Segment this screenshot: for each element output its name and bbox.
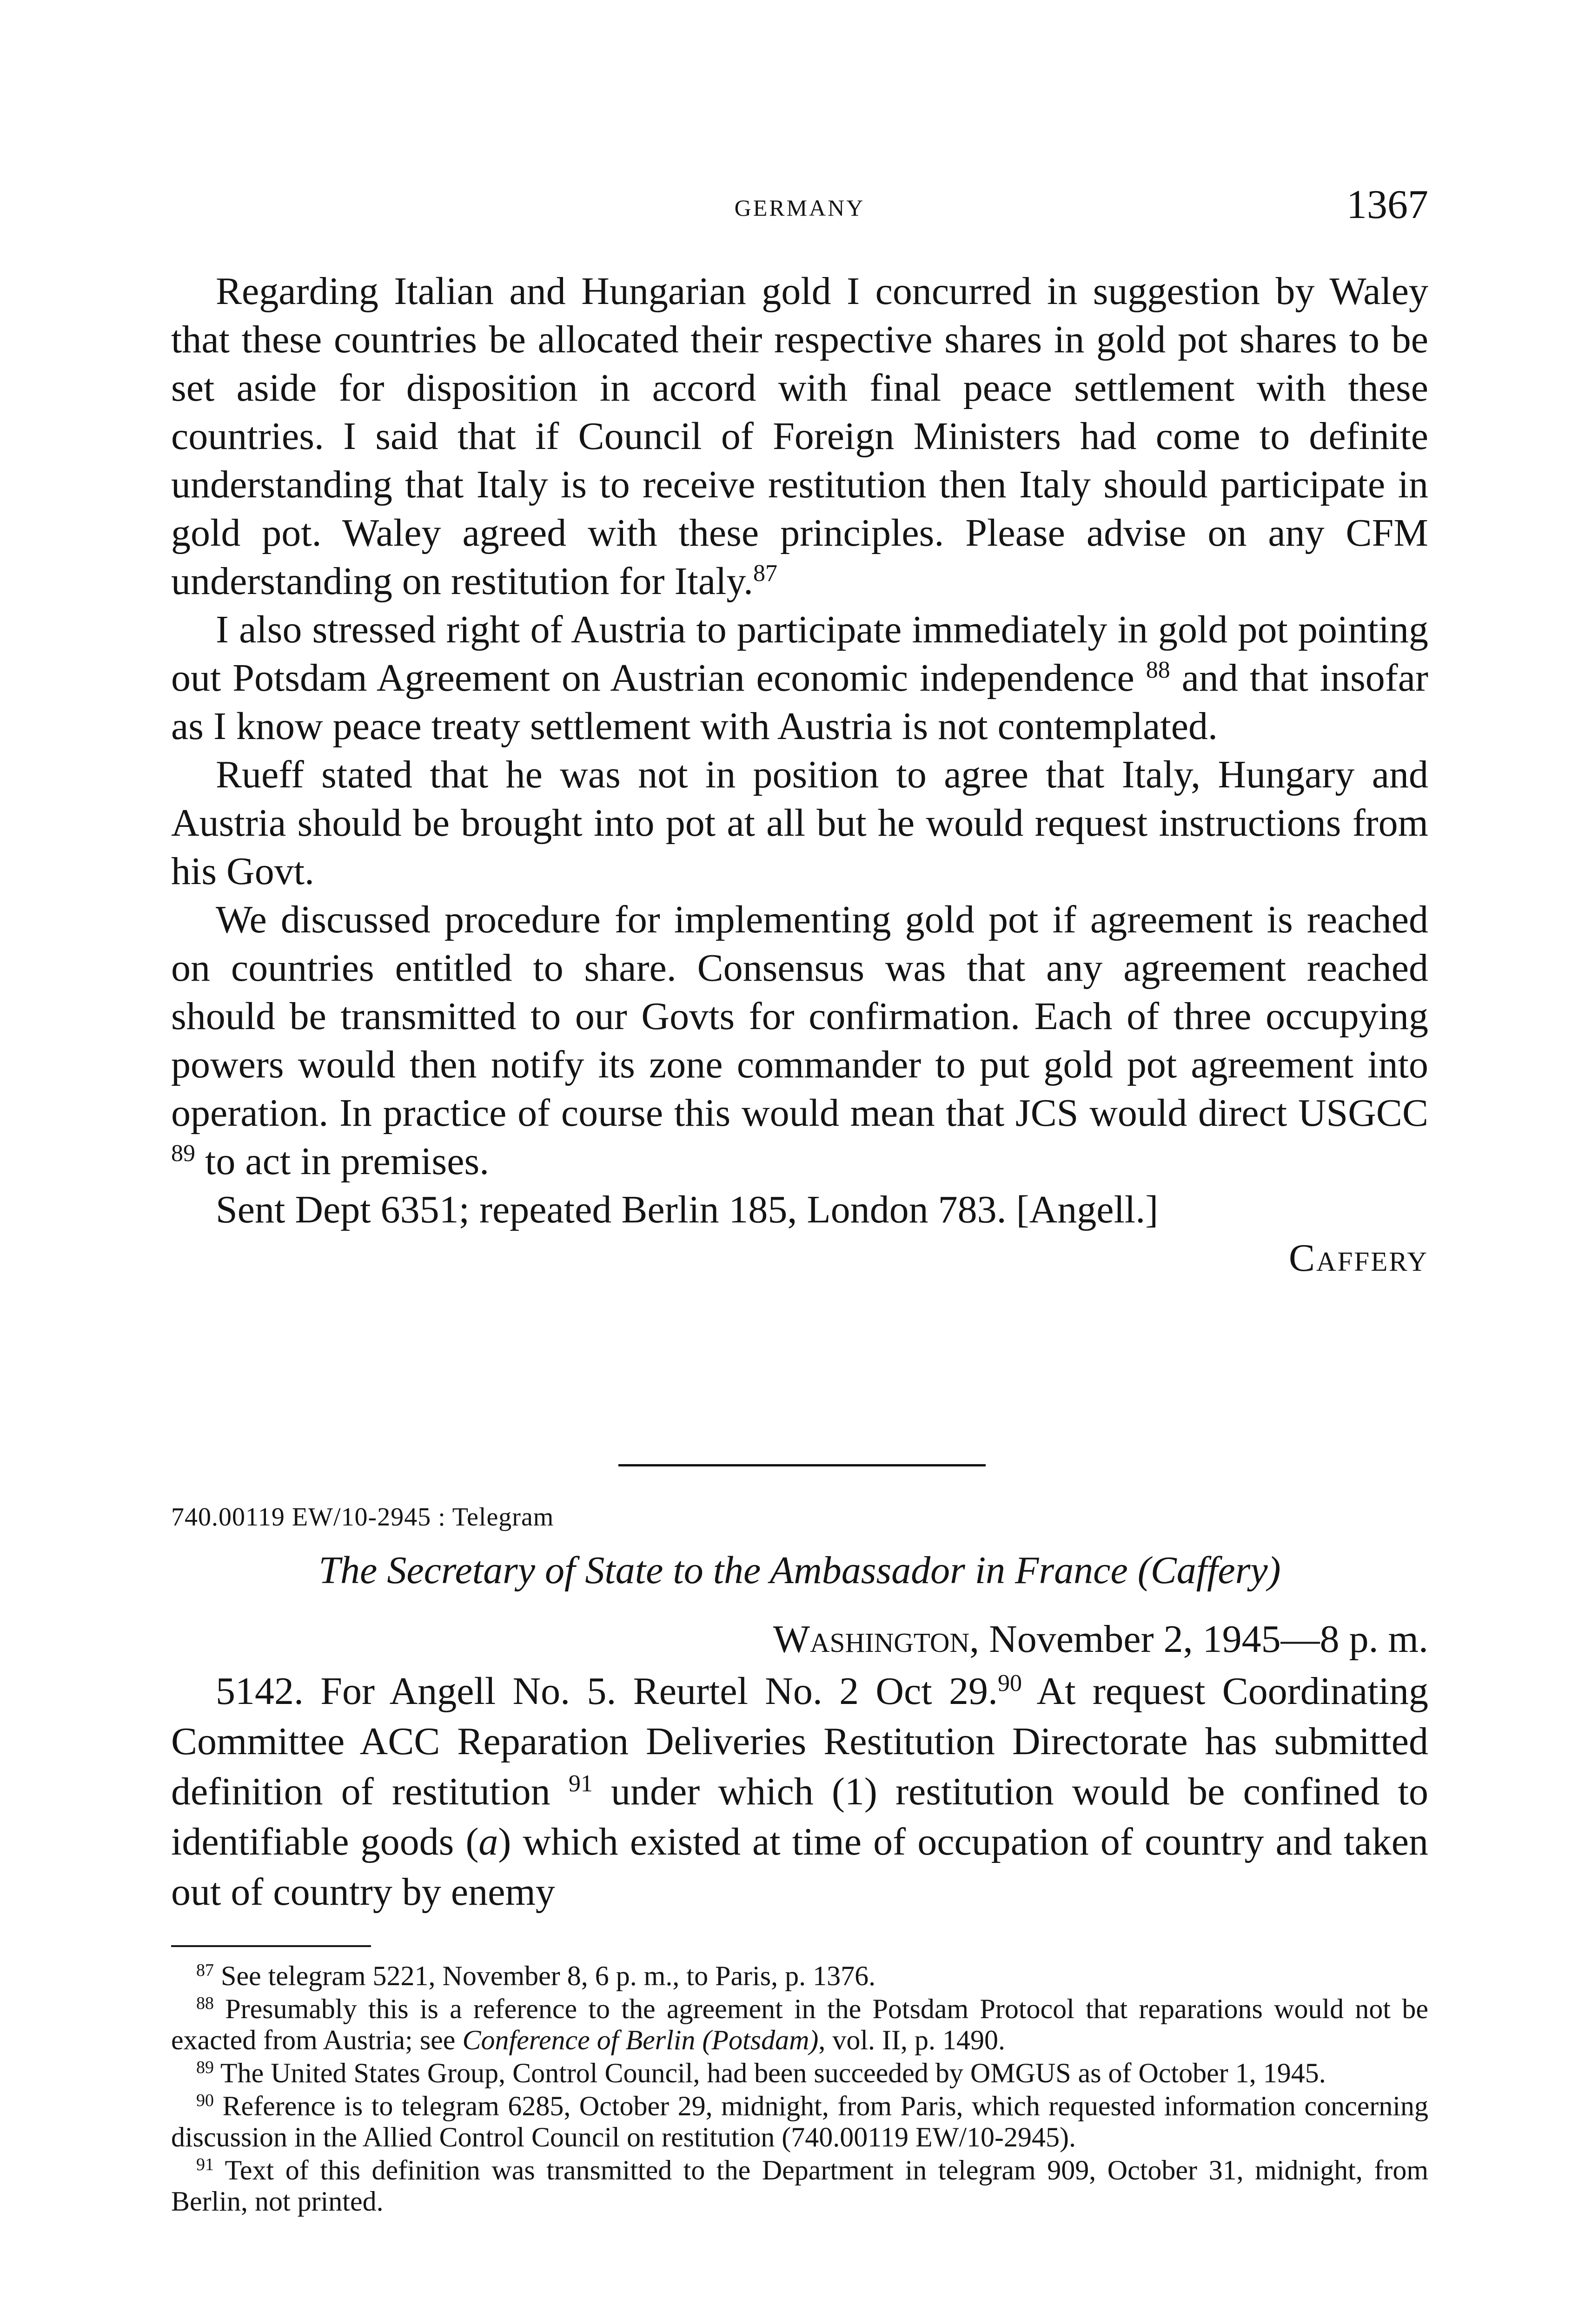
telegram-body — [171, 1666, 1428, 1917]
dateline-date: , November 2, 1945—8 p. m. — [969, 1618, 1428, 1661]
paragraph: Rueff stated that he was not in position to agree that Italy, Hungary and Austria should be brought into pot at all but he would request instructions from his Govt. — [171, 753, 1428, 893]
footnote-ref: 91 — [568, 1770, 593, 1797]
footnote-ref: 87 — [753, 560, 777, 587]
section-divider — [618, 1464, 986, 1466]
running-head: GERMANY — [734, 195, 865, 221]
paragraph: We discussed procedure for implementing gold pot if agreement is reached on countries entitled to share. Consensus was that any agreement reached should be transmitted to our Govts for confirmation. Each of three occupying powers would then notify its zone commander to put gold pot agreement into operation. In practice of course this would mean that JCS would direct USGCC $^{89}$ to act in premises. — [171, 898, 1428, 1183]
paragraph: Sent Dept 6351; repeated Berlin 185, London 783. [Angell.] — [216, 1188, 1159, 1231]
file-reference: 740.00119 EW/10-2945 : Telegram — [171, 1503, 554, 1532]
paragraph: Regarding Italian and Hungarian gold I concurred in suggestion by Waley that these countries be allocated their respective shares in gold pot shares to be set aside for disposition in accord with final peace settlement with these countries. I said that if Council of Foreign Ministers had come to definite understanding that Italy is to receive restitution then Italy should participate in gold pot. Waley agreed with these principles. Please advise on any CFM understanding on restitution for Italy.$^{87}$ — [171, 270, 1428, 603]
footnote-divider — [171, 1945, 371, 1947]
section-body — [171, 267, 1428, 1282]
dateline-place: Washington — [773, 1618, 970, 1661]
paragraph: 5142. For Angell No. 5. Reurtel No. 2 Oct 29.90 At request Coordinating Committee ACC Reparation Deliveries Restitution Directorate has submitted definition of restitution $^{91}$ under which (1) restitution would be confined to identifiable goods (a) which existed at time of occupation of country and taken out of country by enemy — [171, 1670, 1429, 1914]
footnote-ref: 90 — [997, 1670, 1022, 1697]
footnote: $^{88}$ Presumably this is a reference to the agreement in the Potsdam Protocol that reparations would not be exacted from Austria; see Conference of Berlin (Potsdam), vol. II, p. 1490. — [171, 1994, 1428, 2055]
footnote-ref: 89 — [171, 1140, 195, 1167]
page-header — [171, 181, 1428, 232]
footnote: $^{90}$ Reference is to telegram 6285, October 29, midnight, from Paris, which requested information concerning discussion in the Allied Control Council on restitution (740.00119 EW/10-2945). — [171, 2091, 1428, 2152]
footnote: $^{87}$ See telegram 5221, November 8, 6 p. m., to Paris, p. 1376. — [196, 1961, 876, 1991]
signature: Caffery — [1288, 1236, 1428, 1280]
page-number: 1367 — [1346, 182, 1428, 227]
footnote: $^{89}$ The United States Group, Control Council, had been succeeded by OMGUS as of October 1, 1945. — [196, 2058, 1326, 2088]
footnotes — [171, 1961, 1428, 2219]
paragraph: I also stressed right of Austria to participate immediately in gold pot pointing out Potsdam Agreement on Austrian economic independence $^{88}$ and that insofar as I know peace treaty settlement with Austria is not contemplated. — [171, 608, 1429, 748]
footnote: $^{91}$ Text of this definition was transmitted to the Department in telegram 909, October 31, midnight, from Berlin, not printed. — [171, 2155, 1428, 2217]
dateline — [773, 1617, 1428, 1662]
footnote-ref: 88 — [1146, 657, 1170, 683]
document-title: The Secretary of State to the Ambassador in France (Caffery) — [318, 1549, 1281, 1592]
